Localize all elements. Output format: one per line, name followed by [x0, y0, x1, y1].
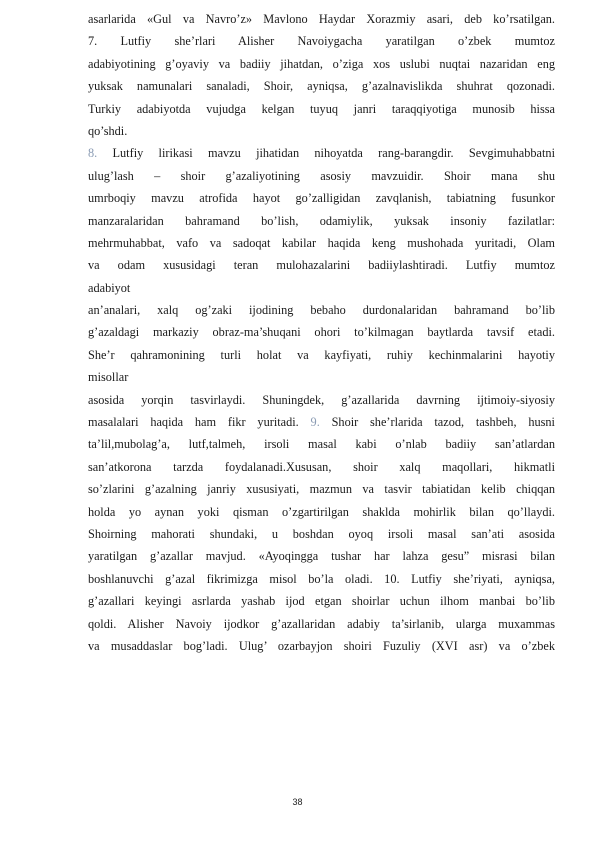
text-line	[88, 389, 555, 411]
text-line	[88, 232, 555, 254]
text-segment: holda yo aynan yoki qisman o’zgartirilgan shaklda mohirlik bilan qo’llaydi.	[88, 504, 555, 519]
text-segment: ulug’lash – shoir g’azaliyotining asosiy mavzuidir. Shoir mana shu	[88, 168, 555, 183]
text-segment: masalalari haqida ham fikr yuritadi.	[88, 415, 311, 430]
text-segment: g’azaldagi markaziy obraz-ma’shuqani ohori to’kilmagan baytlarda tavsif etadi.	[88, 325, 555, 340]
text-segment: yaratilgan g’azallar mavjud. «Ayoqingga tushar har lahza gesu” misrasi bilan	[88, 549, 555, 564]
text-line	[88, 30, 555, 52]
text-line	[88, 478, 555, 500]
text-segment: va musaddaslar bog’ladi. Ulug’ ozarbayjon shoiri Fuzuliy (XVI asr) va o’zbek	[88, 638, 555, 653]
text-segment: 7. Lutfiy she’rlari Alisher Navoiygacha yaratilgan o’zbek mumtoz	[88, 34, 555, 49]
text-line	[88, 277, 555, 299]
text-line	[88, 8, 555, 30]
text-line	[88, 590, 555, 612]
text-line	[88, 75, 555, 97]
text-line	[88, 501, 555, 523]
text-line	[88, 142, 555, 164]
text-segment: yuksak namunalari sanaladi, Shoir, ayniqsa, g’azalnavislikda shuhrat qozonadi.	[88, 79, 555, 94]
text-line	[88, 187, 555, 209]
text-segment: ta’lil,mubolag’a, lutf,talmeh, irsoli masal kabi o’nlab badiiy san’atlardan	[88, 437, 555, 452]
text-segment: boshlanuvchi g’azal fikrimizga misol bo’la oladi. 10. Lutfiy she’riyati, ayniqsa,	[88, 571, 555, 586]
text-line	[88, 254, 555, 276]
text-line	[88, 635, 555, 657]
section-number: 9.	[310, 415, 320, 430]
text-line	[88, 120, 555, 142]
text-line	[88, 98, 555, 120]
text-segment: va odam xususidagi teran mulohazalarini badiiylashtiradi. Lutfiy mumtoz	[88, 258, 555, 273]
text-line	[88, 53, 555, 75]
text-line	[88, 210, 555, 232]
text-segment: g’azallari keyingi asrlarda yashab ijod etgan shoirlar uchun ilhom manbai bo’lib	[88, 594, 555, 609]
text-line	[88, 165, 555, 187]
text-line	[88, 321, 555, 343]
text-segment: an’analari, xalq og’zaki ijodining bebaho durdonalaridan bahramand bo’lib	[88, 303, 555, 318]
text-line	[88, 456, 555, 478]
text-line	[88, 523, 555, 545]
text-segment: Turkiy adabiyotda vujudga kelgan tuyuq janri taraqqiyotiga munosib hissa	[88, 101, 555, 116]
text-segment: asosida yorqin tasvirlaydi. Shuningdek, g’azallarida davrning ijtimoiy-siyosiy	[88, 392, 555, 407]
text-segment: manzaralaridan bahramand bo’lish, odamiylik, yuksak insoniy fazilatlar:	[88, 213, 555, 228]
section-number: 8.	[88, 146, 98, 161]
text-segment: adabiyot	[88, 280, 131, 295]
text-segment: asarlarida «Gul va Navro’z» Mavlono Haydar Xorazmiy asari, deb ko’rsatilgan.	[88, 12, 555, 26]
text-segment: adabiyotining g’oyaviy va badiiy jihatdan, o’ziga xos uslubi nuqtai nazaridan eng	[88, 56, 555, 71]
text-line	[88, 613, 555, 635]
text-segment: Shoir she’rlarida tazod, tashbeh, husni	[319, 415, 555, 430]
page-body	[88, 8, 555, 657]
text-segment: qo’shdi.	[88, 123, 128, 138]
text-segment: umrboqiy mavzu atrofida hayot go’zalligidan zavqlanish, tabiatning fusunkor	[88, 191, 555, 206]
text-line	[88, 344, 555, 366]
text-segment: Lutfiy lirikasi mavzu jihatidan nihoyatda rang-barangdir. Sevgimuhabbatni	[97, 146, 555, 161]
text-line	[88, 299, 555, 321]
text-segment: Shoirning mahorati shundaki, u boshdan oyoq irsoli masal san’ati asosida	[88, 526, 555, 541]
text-line	[88, 545, 555, 567]
text-segment: so’zlarini g’azalning janriy xususiyati, mazmun va tasvir tabiatidan kelib chiqqan	[88, 482, 555, 497]
text-line	[88, 568, 555, 590]
text-segment: She’r qahramonining turli holat va kayfiyati, ruhiy kechinmalarini hayotiy	[88, 347, 555, 362]
text-line	[88, 366, 555, 388]
page-number: 38	[292, 797, 303, 807]
text-line	[88, 411, 555, 433]
text-segment: mehrmuhabbat, vafo va sadoqat kabilar haqida keng mushohada yuritadi, Olam	[88, 235, 555, 250]
text-line	[88, 433, 555, 455]
text-segment: misollar	[88, 370, 129, 385]
text-segment: san’atkorona tarzda foydalanadi.Xususan, shoir xalq maqollari, hikmatli	[88, 459, 555, 474]
text-segment: qoldi. Alisher Navoiy ijodkor g’azallaridan adabiy ta’sirlanib, ularga muxammas	[88, 616, 555, 631]
